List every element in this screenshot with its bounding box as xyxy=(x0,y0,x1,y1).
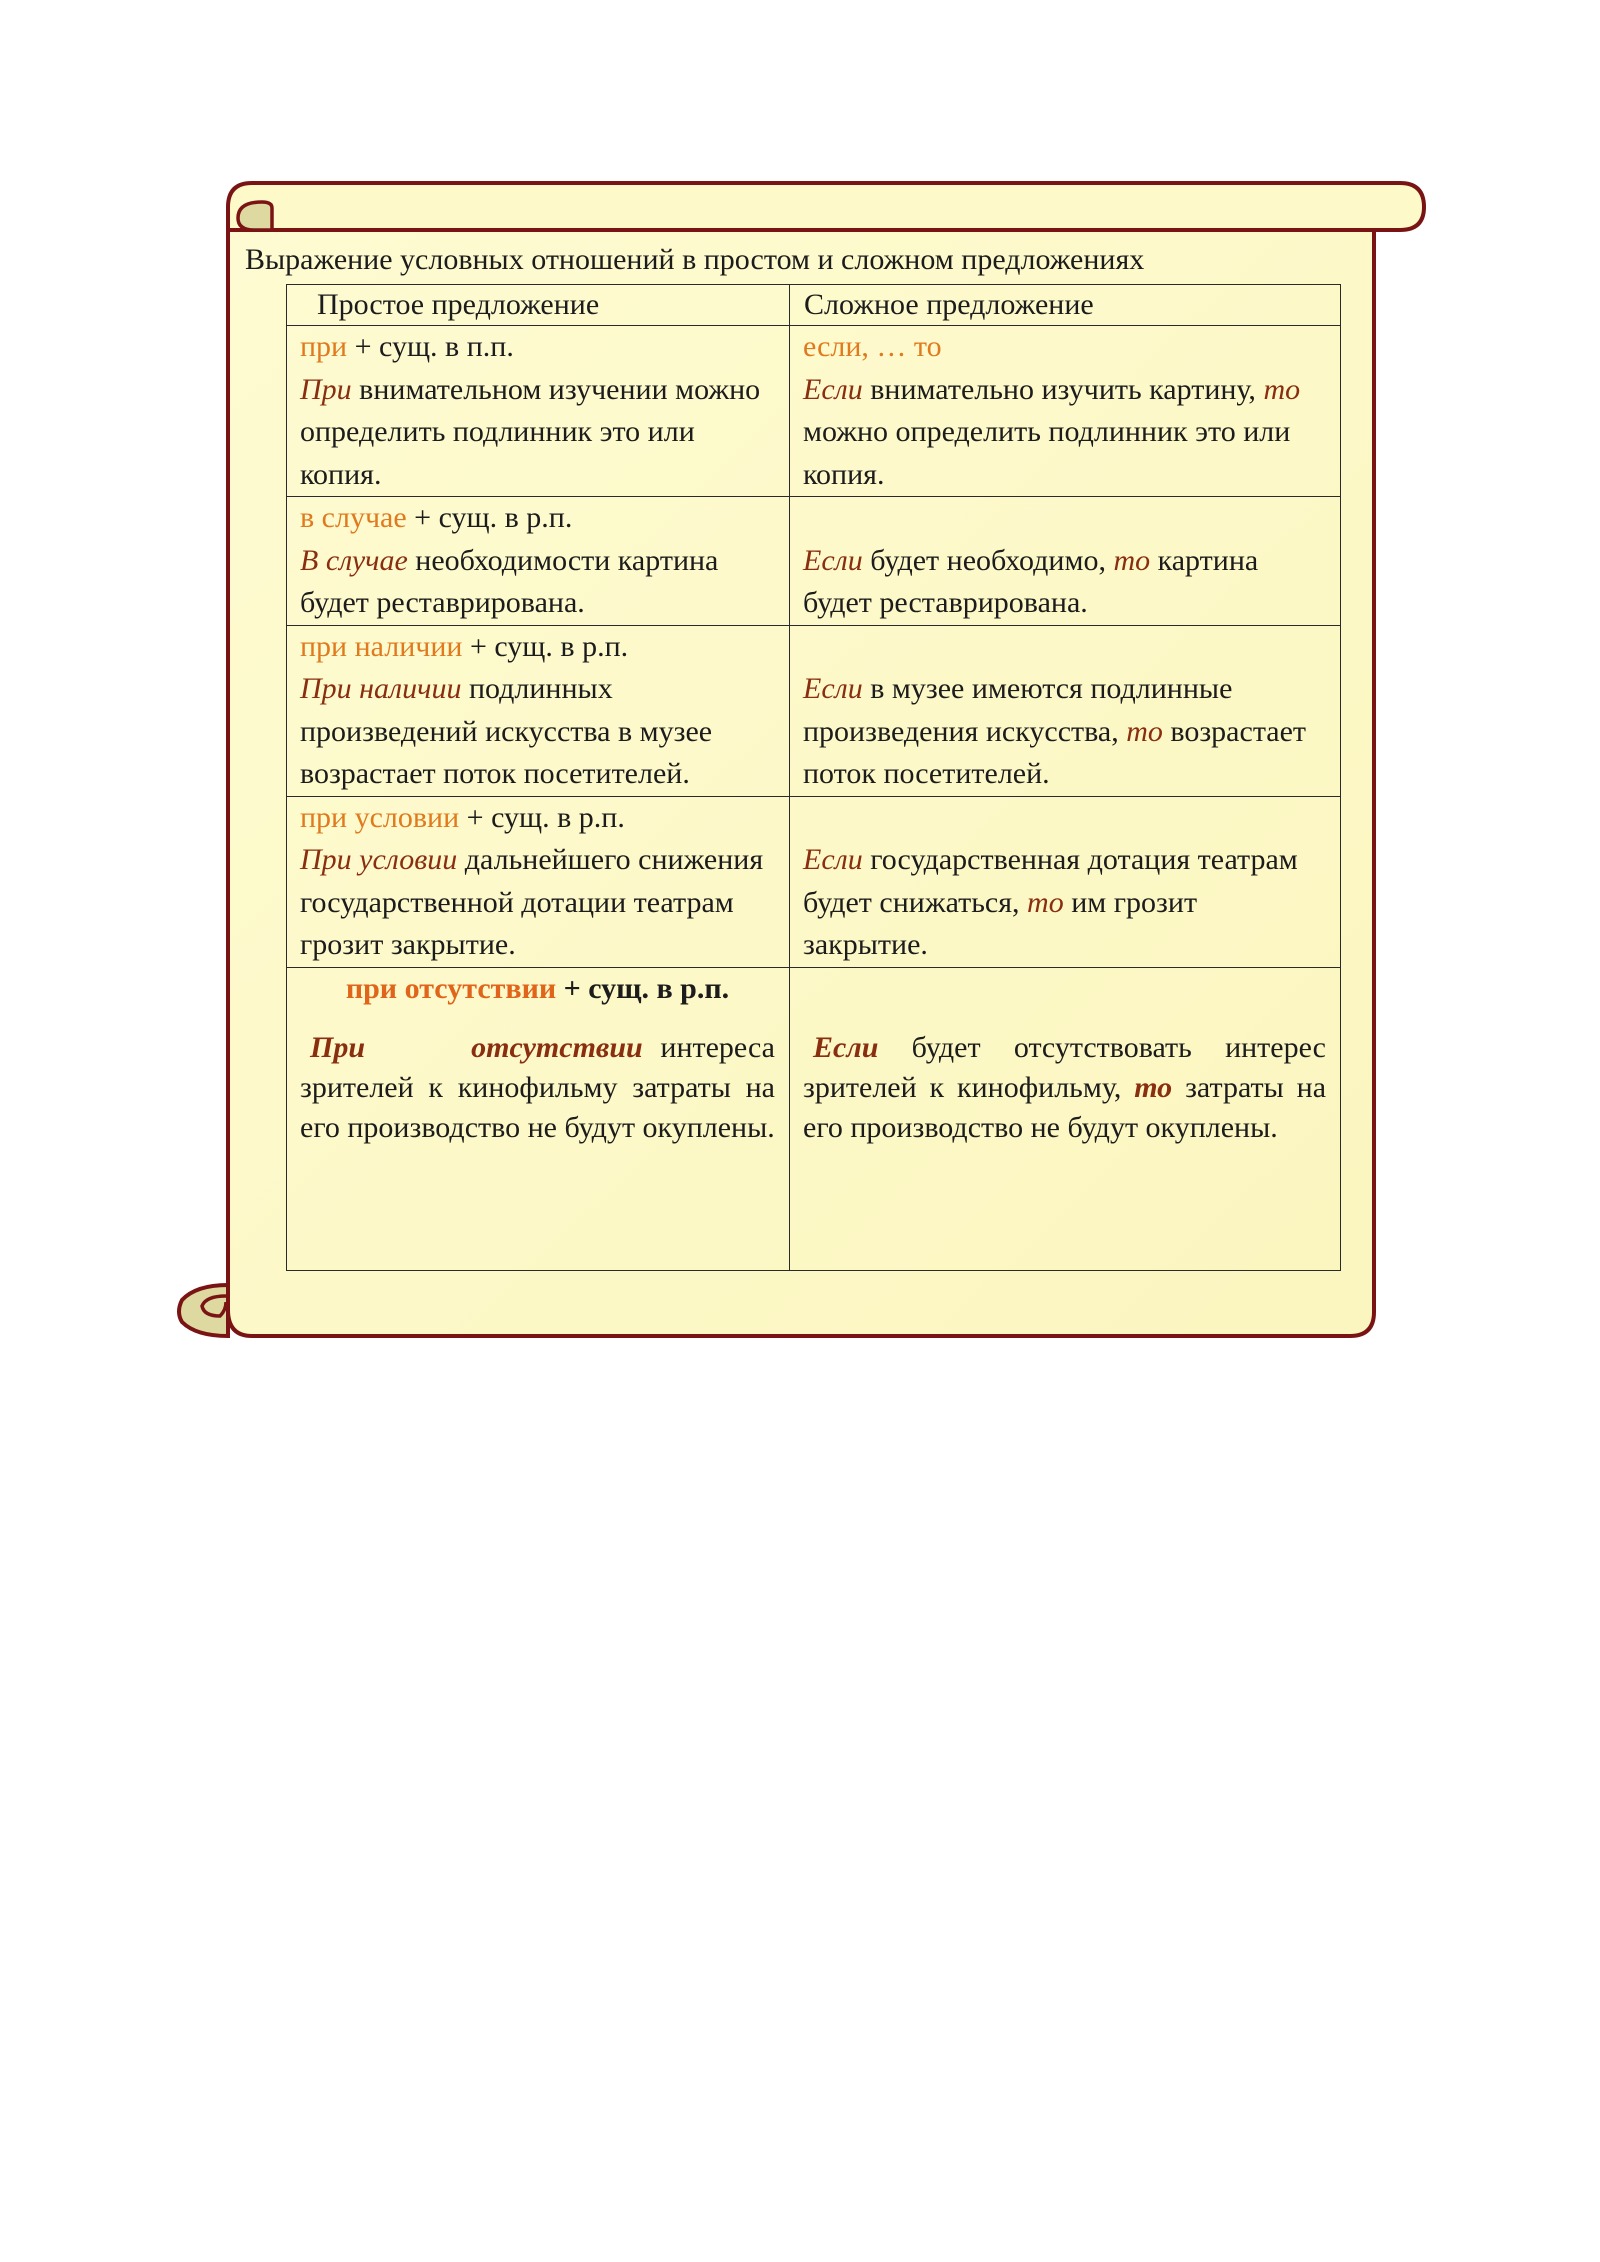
example-keyword-if: Если xyxy=(803,843,863,876)
simple-cell xyxy=(287,796,790,967)
pattern-keyword: при условии xyxy=(300,800,460,834)
complex-cell xyxy=(790,497,1341,626)
example-rest: дальнейшего снижения государственной дотации театрам грозит закрытие. xyxy=(300,843,764,961)
example-keyword-if: Если xyxy=(813,1031,879,1064)
scroll-top-curl xyxy=(238,202,272,230)
pattern-rest: + сущ. в п.п. xyxy=(347,330,514,363)
example-keyword-then: то xyxy=(1113,543,1151,577)
pattern-rest: + сущ. в р.п. xyxy=(462,629,629,663)
pattern-keyword: при наличии xyxy=(300,629,463,663)
simple-cell xyxy=(287,497,790,626)
example-middle: будет отсутствовать интерес зрителей к кинофильму, xyxy=(803,1031,1326,1104)
scroll-caption: Выражение условных отношений в простом и сложном предложениях xyxy=(245,243,1145,276)
example-middle: внимательно изучить картину, xyxy=(862,372,1264,406)
table-header-row xyxy=(287,285,1341,326)
table-row xyxy=(287,967,1341,1270)
example-keyword: При наличии xyxy=(300,672,462,705)
simple-cell xyxy=(287,326,790,497)
example-rest: интереса зрителей к кинофильму затраты на его производство не будут окуплены. xyxy=(300,1031,775,1144)
simple-cell xyxy=(287,967,790,1270)
example-middle: будет необходимо, xyxy=(862,543,1114,577)
pattern-line xyxy=(300,497,775,540)
comparison-table xyxy=(286,284,1341,1271)
complex-cell xyxy=(790,967,1341,1270)
column-header-simple: Простое предложение xyxy=(287,285,790,326)
pattern-line xyxy=(803,326,1326,369)
example-keyword-then: то xyxy=(1126,714,1163,748)
pattern-keyword: при отсутствии xyxy=(345,971,557,1005)
example-text xyxy=(300,839,775,967)
pattern-keyword: в случае xyxy=(300,501,407,534)
column-header-complex: Сложное предложение xyxy=(790,285,1341,326)
table-row xyxy=(287,796,1341,967)
example-rest: затраты на его производство не будут окуплены. xyxy=(803,1071,1327,1144)
example-middle: в музее имеются подлинные произведения искусства, xyxy=(803,672,1233,748)
example-text xyxy=(300,369,775,497)
example-text xyxy=(300,540,775,625)
pattern-keyword: если, … то xyxy=(803,330,942,363)
pattern-rest: + сущ. в р.п. xyxy=(406,501,573,534)
example-keyword-if: Если xyxy=(803,672,863,705)
example-keyword: При условии xyxy=(300,843,458,876)
complex-cell xyxy=(790,326,1341,497)
example-keyword-then: то xyxy=(1134,1071,1173,1104)
pattern-rest: + сущ. в р.п. xyxy=(459,800,625,834)
example-text xyxy=(803,1028,1326,1148)
simple-cell xyxy=(287,625,790,796)
example-keyword-then: то xyxy=(1263,372,1301,406)
example-text xyxy=(300,1028,775,1148)
example-rest: необходимости картина будет реставрирована. xyxy=(300,543,719,619)
example-text xyxy=(803,839,1326,967)
example-text xyxy=(803,540,1326,625)
example-rest: картина будет реставрирована. xyxy=(803,543,1259,619)
example-keyword: При xyxy=(300,372,352,406)
table-row xyxy=(287,625,1341,796)
example-keyword: В случае xyxy=(300,543,408,577)
pattern-line xyxy=(300,326,775,369)
example-text xyxy=(803,668,1326,796)
complex-cell xyxy=(790,796,1341,967)
pattern-rest: + сущ. в р.п. xyxy=(556,971,730,1005)
example-keyword: При отсутствии xyxy=(310,1031,643,1064)
example-rest: им грозит закрытие. xyxy=(803,885,1198,961)
example-keyword-if: Если xyxy=(803,543,863,577)
example-rest: возрастает поток посетителей. xyxy=(803,714,1307,790)
complex-cell xyxy=(790,625,1341,796)
pattern-line xyxy=(300,797,775,840)
scroll-top-roll xyxy=(228,183,1424,230)
example-text xyxy=(300,668,775,796)
pattern-keyword: при xyxy=(300,330,348,363)
table-row xyxy=(287,326,1341,497)
pattern-line xyxy=(300,968,775,1011)
example-text xyxy=(803,369,1326,497)
pattern-line xyxy=(300,626,775,669)
example-keyword-if: Если xyxy=(803,372,863,406)
example-rest: внимательном изучении можно определить подлинник это или копия. xyxy=(300,372,761,491)
example-rest: подлинных произведений искусства в музее возрастает поток посетителей. xyxy=(300,672,713,790)
table-row xyxy=(287,497,1341,626)
example-rest: можно определить подлинник это или копия. xyxy=(803,415,1291,491)
example-middle: государственная дотация театрам будет снижаться, xyxy=(803,843,1298,919)
example-keyword-then: то xyxy=(1027,885,1064,919)
